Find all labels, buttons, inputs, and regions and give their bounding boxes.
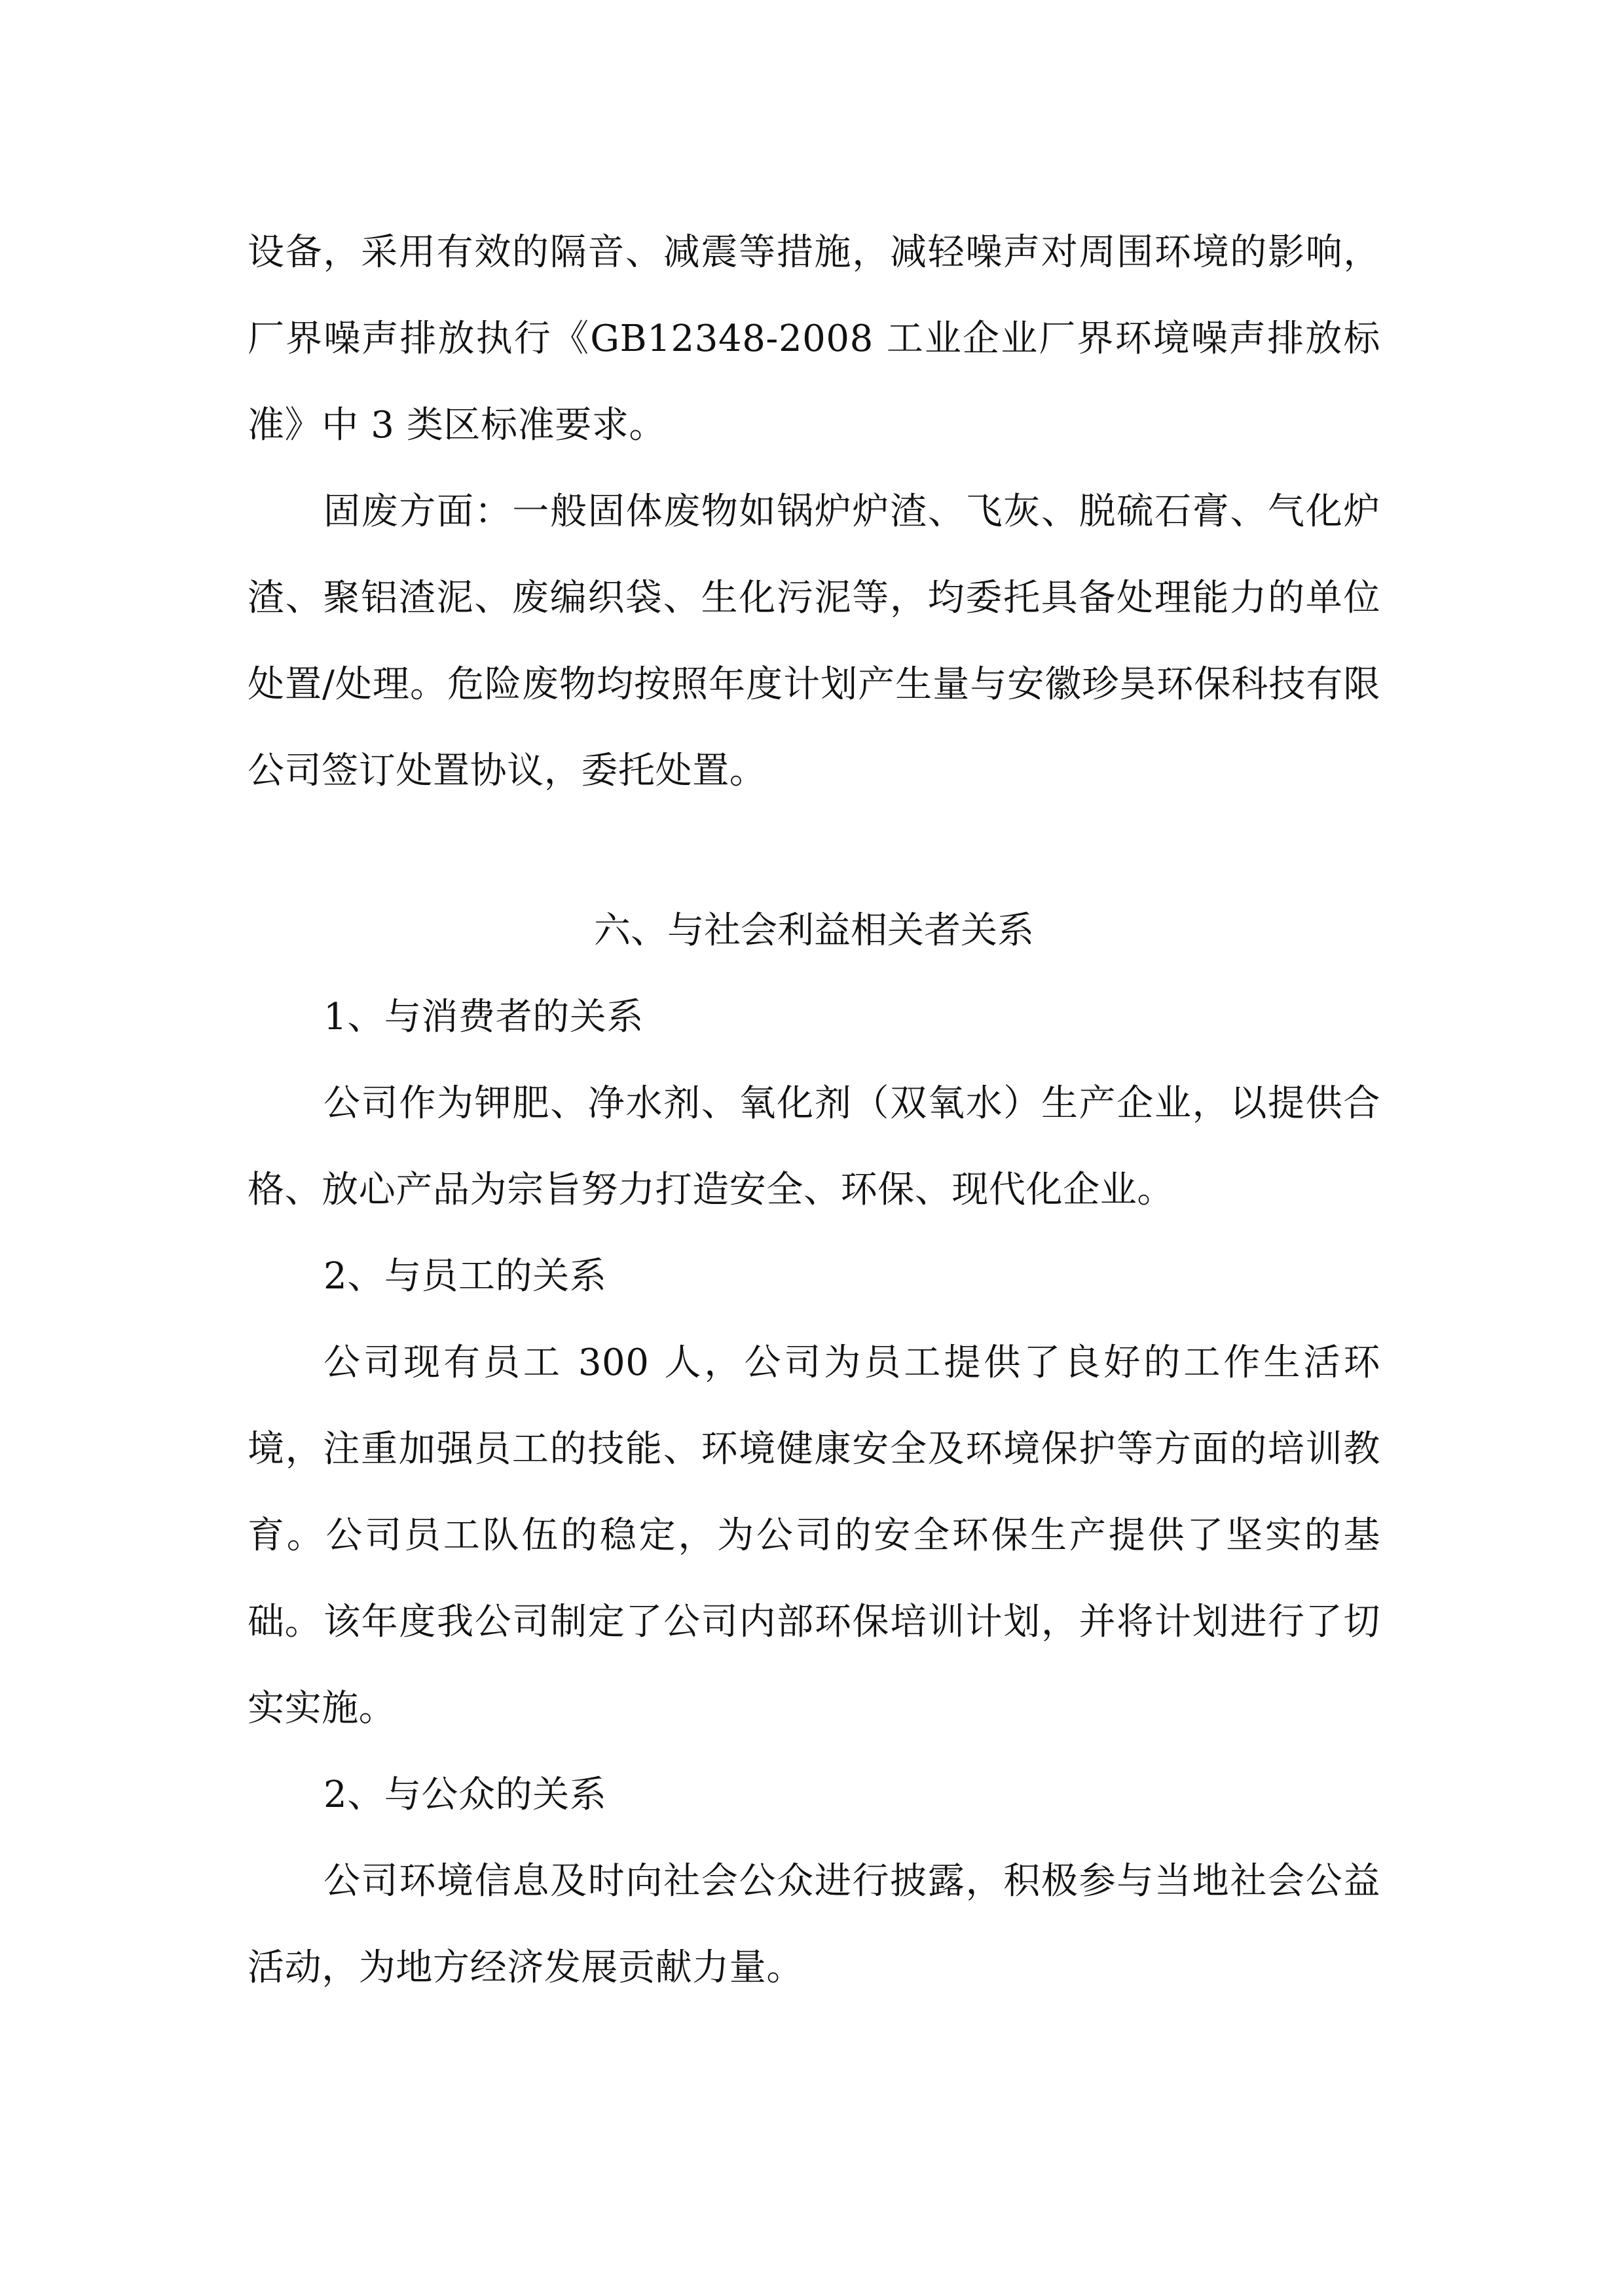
subheading-public: 2、与公众的关系 — [323, 1774, 607, 1816]
paragraph-consumers: 公司作为钾肥、净水剂、氧化剂（双氧水）生产企业，以提供合格、放心产品为宗旨努力打造安全、环保、现代化企业。 — [248, 1082, 1380, 1211]
paragraph-training: 该年度我公司制定了公司内部环保培训计划，并将计划进行了切实实施。 — [248, 1601, 1380, 1730]
paragraph-public: 公司环境信息及时向社会公众进行披露，积极参与当地社会公益活动，为地方经济发展贡献力量。 — [248, 1860, 1380, 1989]
paragraph-employees: 公司现有员工 300 人，公司为员工提供了良好的工作生活环境，注重加强员工的技能、环境健康安全及环境保护等方面的培训教育。公司员工队伍的稳定，为公司的安全环保生产提供了坚实的基础。 — [248, 1341, 1380, 1643]
section-heading: 六、与社会利益相关者关系 — [594, 909, 1034, 952]
subheading-consumers: 1、与消费者的关系 — [323, 996, 644, 1038]
paragraph-solid-waste: 固废方面：一般固体废物如锅炉炉渣、飞灰、脱硫石膏、气化炉渣、聚铝渣泥、废编织袋、生化污泥等，均委托具备处理能力的单位处置/处理。危险废物均按照年度计划产生量与安徽珍昊环保科技有限公司签订处置协议，委托处置。 — [248, 490, 1380, 792]
paragraph-noise-continuation: 设备，采用有效的隔音、减震等措施，减轻噪声对周围环境的影响，厂界噪声排放执行《GB12348-2008 工业企业厂界环境噪声排放标准》中 3 类区标准要求。 — [248, 231, 1380, 446]
subheading-employees: 2、与员工的关系 — [323, 1255, 607, 1298]
